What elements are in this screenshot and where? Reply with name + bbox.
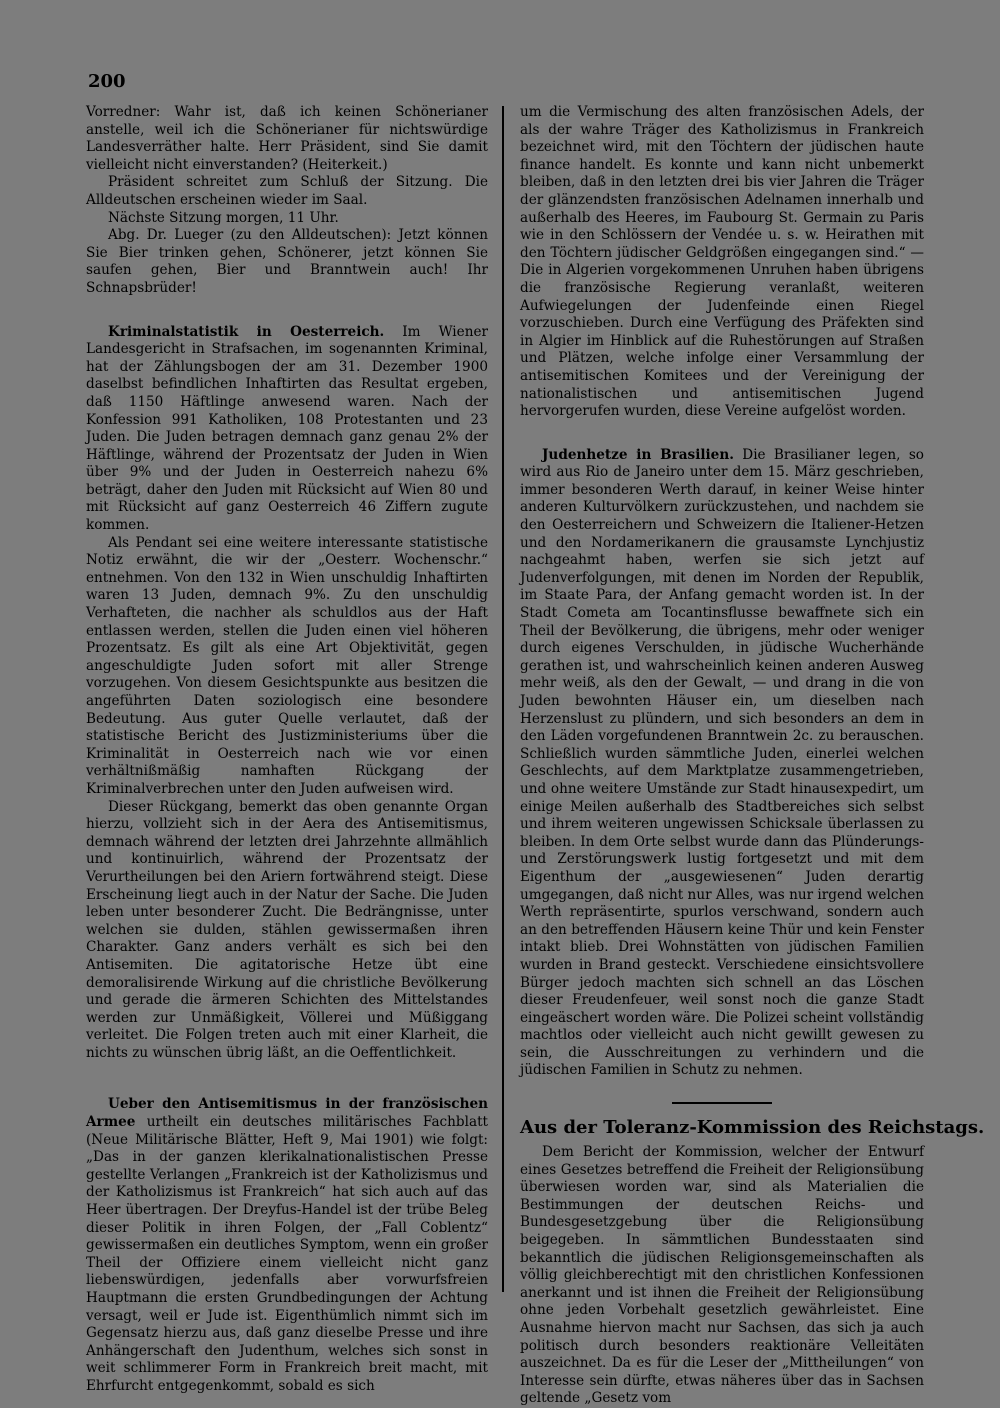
armee-text: urtheilt ein deutsches militärisches Fachblatt (Neue Militärische Blätter, Heft 9, Mai 1901) wie folgt: „Das in der ganzen klerikalnationalistischen Presse gestellte Verlangen „Frankreich ist der Katholizismus und der Katholizismus ist Frankreich“ hat sich auch auf das Heer übertragen. Der Dreyfus-Handel ist der trübe Beleg dieser Politik in ihren Folgen, der „Fall Coblentz“ gewissermaßen ein deutliches Symptom, wenn ein großer Theil der Offiziere einem vielleicht nicht ganz liebenswürdigen, jedenfalls aber vorwurfsfreien Hauptmann die ersten Grundbedingungen der Achtung versagt, weil er Jude ist. Eigenthümlich nimmt sich im Gegensatz hierzu aus, daß ganz dieselbe Presse und ihre Anhängerschaft den Judenthum, welches sich sonst in weit schlimmerer Form in Frankreich breit macht, mit Ehrfurcht entgegenkommt, sobald es sich	[86, 1114, 488, 1394]
toleranz-paragraph: Dem Bericht der Kommission, welcher der Entwurf eines Gesetzes betreffend die Freiheit der Religionsübung überwiesen worden war, sind als Materialien die Bestimmungen der deutschen Reichs- und Bundesgesetzgebung über die Religionsübung beigegeben. In sämmtlichen Bundesstaaten sind bekanntlich die jüdischen Religionsgemeinschaften als völlig gleichberechtigt mit den christlichen Konfessionen anerkannt und ist ihnen die Freiheit der Religionsübung ohne jeden Vorbehalt gesetzlich gewährleistet. Eine Ausnahme hiervon macht nur Sachsen, das sich ja auch politisch durch besonders reaktionäre Velleitäten auszeichnet. Da es für die Leser der „Mittheilungen“ von Interesse sein dürfte, etwas näheres über das in Sachsen geltende „Gesetz vom	[520, 1144, 924, 1407]
kriminal-article-paragraph	[86, 324, 488, 535]
session-close-paragraph: Präsident schreitet zum Schluß der Sitzung. Die Alldeutschen erscheinen wieder im Saal.	[86, 174, 488, 208]
toleranz-section-title: Aus der Toleranz-Kommission des Reichstags.	[520, 1117, 985, 1139]
page-number: 200	[88, 71, 126, 92]
brasil-article-paragraph	[520, 447, 924, 1080]
brasil-heading: Judenhetze in Brasilien.	[542, 446, 734, 463]
next-session-paragraph: Nächste Sitzung morgen, 11 Uhr.	[108, 209, 339, 226]
brasil-text: Die Brasilianer legen, so wird aus Rio de Janeiro unter dem 15. März geschrieben, immer besonderen Werth darauf, in keiner Weise hinter anderen Kulturvölkern zurückzustehen, und nachdem sie den Oesterreichern und Schweizern die Italiener-Hetzen und den Nordamerikanern die grausamste Lynchjustiz nachgeahmt haben, werfen sie sich jetzt auf Judenverfolgungen, mit denen im Norden der Republik, im Staate Para, der Anfang gemacht worden ist. In der Stadt Cometa am Tocantinsflusse bewaffnete sich ein Theil der Bevölkerung, die übrigens, mehr oder weniger durch eigenes Verschulden, in jüdische Wucherhände gerathen ist, und wahrscheinlich keinen anderen Ausweg mehr weiß, als den der Gewalt, — und drang in die von Juden bewohnten Häuser ein, um dieselben nach Herzenslust zu plündern, und sich besonders an dem in den Läden vorgefundenen Branntwein 2c. zu berauschen. Schließlich wurden sämmtliche Juden, einerlei welchen Geschlechts, auf dem Marktplatze zusammengetrieben, und ohne weitere Umstände zur Stadt hinausexpedirt, um einige Meilen außerhalb des Stadtbereiches sich selbst und ihrem weiteren ungewissen Schicksale überlassen zu bleiben. In dem Orte selbst wurde dann das Plünderungs- und Zerstörungswerk lustig fortgesetzt und mit dem Eigenthum der „ausgewiesenen“ Juden derartig umgegangen, daß nicht nur Alles, was nur irgend welchen Werth repräsentirte, spurlos verschwand, sondern auch an den betreffenden Häusern keine Thür und kein Fenster intakt blieb. Drei Wohnstätten von jüdischen Familien wurden in Brand gesteckt. Verschiedene einsichtsvollere Bürger jedoch machten sich schnell an das Löschen dieser Freudenfeuer, weil sonst noch die ganze Stadt eingeäschert worden wäre. Die Polizei scheint vollständig machtlos oder vielleicht auch nicht gewillt gewesen zu sein, die Ausschreitungen zu verhindern und die jüdischen Familien in Schutz zu nehmen.	[520, 446, 924, 1079]
speech-paragraph: Vorredner: Wahr ist, daß ich keinen Schönerianer anstelle, weil ich die Schönerianer für nichtswürdige Landesverräther halte. Herr Präsident, sind Sie damit vielleicht nicht einverstanden? (Heiterkeit.)	[86, 104, 488, 173]
kriminal-heading: Kriminalstatistik in Oesterreich.	[108, 323, 385, 340]
right-column	[520, 104, 985, 1408]
armee-continuation-paragraph: um die Vermischung des alten französischen Adels, der als der wahre Träger des Katholizismus in Frankreich bezeichnet wird, mit den Töchtern der jüdischen haute finance handelt. Es konnte und kann nicht unbemerkt bleiben, daß in den letzten drei bis vier Jahren die Träger der glänzendsten französischen Adelnamen innerhalb und außerhalb des Heeres, im Faubourg St. Germain zu Paris wie in den Schlössern der Vendée u. s. w. Heirathen mit den Töchtern jüdischer Geldgrößen eingegangen sind.“ — Die in Algerien vorgekommenen Unruhen haben übrigens die französische Regierung veranlaßt, weiteren Aufwiegelungen der Judenfeinde einen Riegel vorzuschieben. Durch eine Verfügung des Präfekten sind in Algier im Hinblick auf die Ruhestörungen auf Straßen und Plätzen, welche infolge einer Versammlung der antisemitischen Komitees und der Vereinigung der nationalistischen und antisemitischen Jugend hervorgerufen wurden, diese Vereine aufgelöst worden.	[520, 104, 924, 420]
lueger-paragraph: Abg. Dr. Lueger (zu den Alldeutschen): Jetzt können Sie Bier trinken gehen, Schönerer, jetzt können Sie saufen gehen, Bier und Branntwein auch! Ihr Schnapsbrüder!	[86, 227, 488, 296]
section-divider	[672, 1102, 772, 1104]
armee-article-paragraph	[86, 1096, 488, 1395]
armee-heading: Ueber den Antisemitismus in der französischen Armee	[86, 1096, 488, 1131]
kriminal-paragraph-3: Dieser Rückgang, bemerkt das oben genannte Organ hierzu, vollzieht sich in der Aera des Antisemitismus, demnach während der letzten drei Jahrzehnte allmählich und kontinuirlich, während der Prozentsatz der Verurtheilungen bei den Ariern fortwährend steigt. Diese Erscheinung liegt auch in der Natur der Sache. Die Juden leben unter besonderer Zucht. Die Bedrängnisse, unter welchen sie dulden, stählen gewissermaßen ihren Charakter. Ganz anders verhält es sich bei den Antisemiten. Die agitatorische Hetze übt eine demoralisirende Wirkung auf die christliche Bevölkerung und gerade die ärmeren Schichten des Mittelstandes werden zur Unmäßigkeit, Völlerei und Müßiggang verleitet. Die Folgen treten auch mit einer Klarheit, die nichts zu wünschen übrig läßt, an die Oeffentlichkeit.	[86, 798, 488, 1061]
column-divider	[502, 106, 504, 1292]
kriminal-text: Im Wiener Landesgericht in Strafsachen, im sogenannten Kriminal, hat der Zählungsbogen der am 31. Dezember 1900 daselbst befindlichen Inhaftirten das Resultat ergeben, daß 1150 Häftlinge anwesend waren. Nach der Konfession 991 Katholiken, 108 Protestanten und 23 Juden. Die Juden betragen demnach ganz genau 2% der Häftlinge, während der Prozentsatz der Juden in Wien über 9% und der Juden in Oesterreich nahezu 6% beträgt, daher den Juden mit Rücksicht auf Wien 80 und mit Rücksicht auf ganz Oesterreich 46 Ziffern zugute kommen.	[86, 323, 489, 534]
left-column	[86, 104, 488, 1396]
kriminal-paragraph-2: Als Pendant sei eine weitere interessante statistische Notiz erwähnt, die wir der „Oesterr. Wochenschr.“ entnehmen. Von den 132 in Wien unschuldig Inhaftirten waren 13 Juden, demnach 9%. Zu den unschuldig Verhafteten, die nachher als schuldlos aus der Haft entlassen werden, stellen die Juden einen viel höheren Prozentsatz. Es gilt als eine Art Objektivität, gegen angeschuldigte Juden sofort mit aller Strenge vorzugehen. Von diesem Gesichtspunkte aus besitzen die angeführten Daten soziologisch eine besondere Bedeutung. Aus guter Quelle verlautet, daß der statistische Bericht des Justizministeriums über die Kriminalität in Oesterreich nach wie vor einen verhältnißmäßig namhaften Rückgang der Kriminalverbrechen unter den Juden aufweisen wird.	[86, 534, 488, 797]
